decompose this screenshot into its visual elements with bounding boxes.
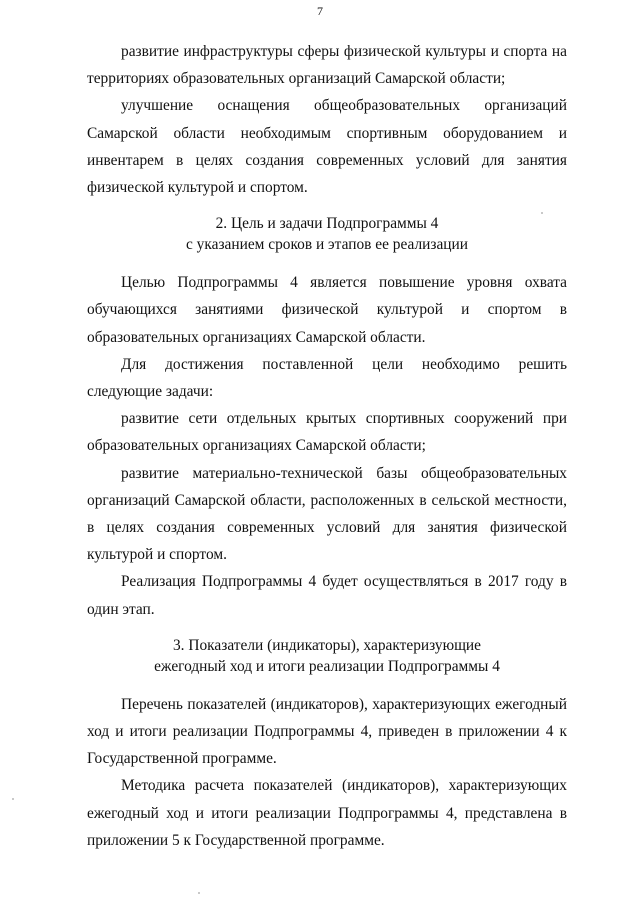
section-2-heading-line-1: 2. Цель и задачи Подпрограммы 4 [215, 215, 439, 233]
section-3-heading-line-2: ежегодный ход и итоги реализации Подпрограммы 4 [154, 657, 500, 675]
paragraph-timeline: Реализация Подпрограммы 4 будет осуществляться в 2017 году в один этап. [87, 573, 567, 618]
paragraph-task-material-base: развитие материально-технической базы общеобразовательных организаций Самарской области, расположенных в сельской местности, в целях создания современных условий для занятия физической культурой и спортом. [87, 464, 567, 564]
page-body [87, 38, 567, 854]
paragraph-tasks-intro: Для достижения поставленной цели необходимо решить следующие задачи: [87, 355, 567, 401]
paragraph-indicators-list: Перечень показателей (индикаторов), характеризующих ежегодный ход и итоги реализации Подпрограммы 4, приведен в приложении 4 к Государственной программе. [87, 695, 567, 768]
paragraph-goal: Целью Подпрограммы 4 является повышение уровня охвата обучающихся занятиями физической культурой и спортом в образовательных организациях Самарской области. [87, 274, 567, 346]
section-2-heading-line-2: с указанием сроков и этапов ее реализации [186, 236, 468, 254]
paragraph-task-facilities: развитие сети отдельных крытых спортивных сооружений при образовательных организациях Самарской области; [87, 410, 567, 455]
paragraph-infrastructure: развитие инфраструктуры сферы физической культуры и спорта на территориях образовательных организаций Самарской области; [87, 43, 567, 88]
page-number: 7 [317, 4, 323, 18]
paragraph-equipment: улучшение оснащения общеобразовательных организаций Самарской области необходимым спортивным оборудованием и инвентарем в целях создания современных условий для занятия физической культурой и спортом. [87, 97, 567, 197]
section-3-heading [87, 635, 567, 677]
paragraph-indicators-method: Методика расчета показателей (индикаторов), характеризующих ежегодный ход и итоги реализации Подпрограммы 4, представлена в приложении 5 к Государственной программе. [87, 777, 567, 849]
section-3-heading-line-1: 3. Показатели (индикаторы), характеризующие [172, 636, 481, 654]
scan-speck [198, 892, 200, 894]
section-2-heading [87, 213, 567, 255]
scan-speck [12, 798, 14, 800]
scan-speck [541, 212, 543, 214]
